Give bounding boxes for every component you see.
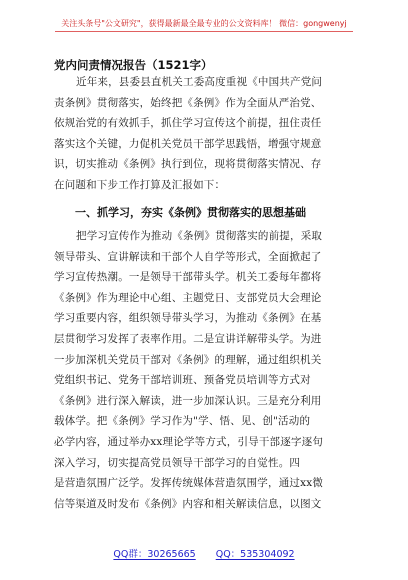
- qq-group-link[interactable]: QQ群：30265665: [113, 549, 196, 560]
- body-line: 领导带头、宣讲解读和干部个人自学等形式，全面掀起了: [54, 250, 322, 263]
- body-paragraph: [54, 226, 354, 514]
- body-line: 学习重要内容，组织领导带头学习，为推动《条例》在基: [54, 312, 322, 325]
- body-line: 学习宣传热潮。一是领导干部带头学。机关工委每年都将: [54, 271, 322, 284]
- intro-line: 落实这个关键，力促机关党员干部学思践悟，增强守规意: [54, 137, 322, 150]
- body-line: 信等渠道及时发布《条例》内容和相关解读信息，以图文: [54, 497, 322, 510]
- promo-header-text: 关注头条号"公文研究"，获得最新最全最专业的公文资料库！ 微信：gongwenyj: [55, 18, 353, 32]
- body-line: 把学习宣传作为推动《条例》贯彻落实的前提，采取: [76, 230, 323, 242]
- body-line: 载体学。把《条例》学习作为"学、悟、见、创"活动的: [54, 415, 311, 428]
- intro-line: 责条例》贯彻落实，始终把《条例》作为全面从严治党、: [54, 96, 322, 109]
- body-line: 层贯彻学习发挥了表率作用。二是宣讲详解带头学。为进: [54, 332, 322, 345]
- section-heading: 一、抓学习，夯实《条例》贯彻落实的思想基础: [75, 206, 306, 219]
- intro-line: 依规治党的有效抓手，抓住学习宣传这个前提，扭住责任: [54, 117, 322, 130]
- intro-line: 识，切实推动《条例》执行到位，现将贯彻落实情况、存: [54, 158, 322, 171]
- body-line: 必学内容，通过举办xx理论学等方式，引导干部逐字逐句: [54, 435, 324, 448]
- contact-footer: [0, 546, 408, 560]
- intro-line: 近年来，县委县直机关工委高度重视《中国共产党问: [76, 76, 323, 88]
- promo-header: [0, 11, 408, 32]
- qq-contact-link[interactable]: QQ：535304092: [215, 549, 295, 560]
- intro-line: 在问题和下步工作打算及汇报如下：: [54, 178, 226, 191]
- body-line: 是营造氛围广泛学。发挥传统媒体营造氛围学，通过xx微: [54, 477, 324, 490]
- intro-paragraph: [54, 72, 354, 196]
- body-line: 《条例》作为理论中心组、主题党日、支部党员大会理论: [54, 291, 322, 304]
- body-line: 一步加深机关党员干部对《条例》的理解，通过组织机关: [54, 353, 322, 366]
- document-title: 党内问责情况报告（1521字）: [54, 58, 213, 72]
- body-line: 深入学习，切实提高党员领导干部学习的自觉性。四: [54, 456, 301, 469]
- body-line: 《条例》进行深入解读，进一步加深认识。三是充分利用: [54, 394, 322, 407]
- body-line: 党组织书记、党务干部培训班、预备党员培训等方式对: [54, 374, 311, 387]
